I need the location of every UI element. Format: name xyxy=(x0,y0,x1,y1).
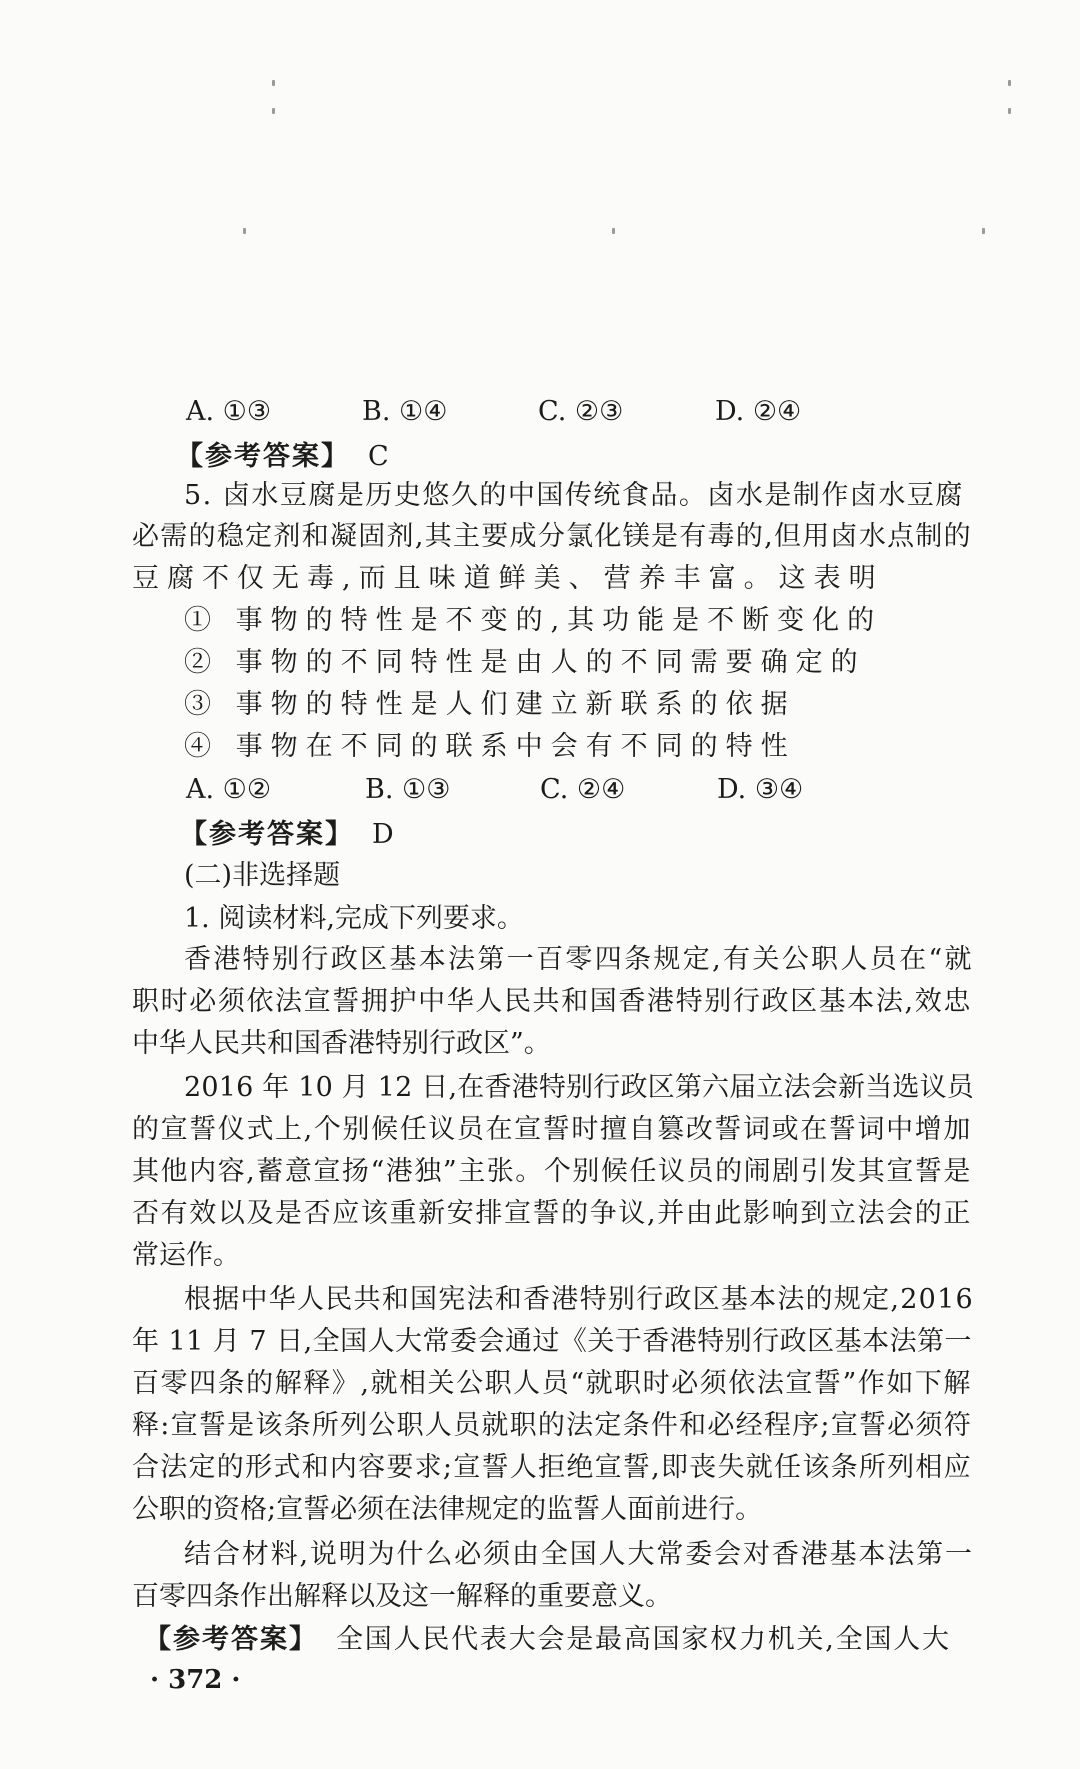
option-a: A. ①③ xyxy=(186,396,272,427)
answer-label: 【参考答案】 xyxy=(180,819,354,850)
question5-stem-line: 5. 卤水豆腐是历史悠久的中国传统食品。卤水是制作卤水豆腐 xyxy=(184,480,964,511)
para2-line: 2016 年 10 月 12 日,在香港特别行政区第六届立法会新当选议员 xyxy=(184,1072,974,1103)
answer-label: 【参考答案】 xyxy=(176,441,350,472)
para1-line: 香港特别行政区基本法第一百零四条规定,有关公职人员在“就 xyxy=(184,944,974,975)
option-a: A. ①② xyxy=(186,774,272,805)
statement-3: ③ 事物的特性是人们建立新联系的依据 xyxy=(184,689,796,720)
option-b: B. ①③ xyxy=(365,774,451,805)
answer-label: 【参考答案】 xyxy=(144,1624,318,1655)
option-b: B. ①④ xyxy=(362,396,448,427)
para4-line: 百零四条作出解释以及这一解释的重要意义。 xyxy=(132,1581,672,1612)
para3-line: 合法定的形式和内容要求;宣誓人拒绝宣誓,即丧失就任该条所列相应 xyxy=(132,1452,972,1483)
para4-line: 结合材料,说明为什么必须由全国人大常委会对香港基本法第一 xyxy=(184,1539,974,1570)
answer-value: D xyxy=(372,819,394,850)
para1-line: 中华人民共和国香港特别行政区”。 xyxy=(132,1028,551,1059)
section2-answer xyxy=(144,1620,951,1660)
scan-mark xyxy=(272,80,275,86)
answer-value: C xyxy=(368,441,389,472)
question1-intro: 1. 阅读材料,完成下列要求。 xyxy=(184,903,524,934)
para3-line: 释:宣誓是该条所列公职人员就职的法定条件和必经程序;宣誓必须符 xyxy=(132,1410,972,1441)
statement-4: ④ 事物在不同的联系中会有不同的特性 xyxy=(184,731,796,762)
question5-answer xyxy=(180,815,1080,855)
para2-line: 其他内容,蓄意宣扬“港独”主张。个别候任议员的闹剧引发其宣誓是 xyxy=(132,1156,972,1187)
option-c: C. ②④ xyxy=(540,774,626,805)
question5-stem-line: 豆腐不仅无毒,而且味道鲜美、营养丰富。这表明 xyxy=(132,563,884,594)
para2-line: 否有效以及是否应该重新安排宣誓的争议,并由此影响到立法会的正 xyxy=(132,1198,972,1229)
option-d: D. ③④ xyxy=(717,774,804,805)
scan-mark xyxy=(272,108,275,114)
para2-line: 常运作。 xyxy=(132,1240,240,1271)
statement-2: ② 事物的不同特性是由人的不同需要确定的 xyxy=(184,647,866,678)
answer-text: 全国人民代表大会是最高国家权力机关,全国人大 xyxy=(336,1624,951,1655)
scan-mark xyxy=(243,228,246,234)
scan-mark xyxy=(1008,80,1011,86)
question4-options xyxy=(0,392,1080,432)
question5-stem-line: 必需的稳定剂和凝固剂,其主要成分氯化镁是有毒的,但用卤水点制的 xyxy=(132,521,972,552)
scan-mark xyxy=(612,228,615,234)
para1-line: 职时必须依法宣誓拥护中华人民共和国香港特别行政区基本法,效忠 xyxy=(132,986,972,1017)
page-number: · 372 · xyxy=(150,1665,241,1695)
statement-1: ① 事物的特性是不变的,其功能是不断变化的 xyxy=(184,605,883,636)
section-heading: (二)非选择题 xyxy=(184,860,341,891)
para3-line: 公职的资格;宣誓必须在法律规定的监誓人面前进行。 xyxy=(132,1494,763,1525)
para3-line: 百零四条的解释》,就相关公职人员“就职时必须依法宣誓”作如下解 xyxy=(132,1368,972,1399)
option-c: C. ②③ xyxy=(538,396,624,427)
para3-line: 年 11 月 7 日,全国人大常委会通过《关于香港特别行政区基本法第一 xyxy=(132,1326,972,1357)
question4-answer xyxy=(176,437,1080,477)
scan-mark xyxy=(1008,108,1011,114)
option-d: D. ②④ xyxy=(715,396,802,427)
question5-options xyxy=(0,770,1080,810)
para2-line: 的宣誓仪式上,个别候任议员在宣誓时擅自篡改誓词或在誓词中增加 xyxy=(132,1114,972,1145)
para3-line: 根据中华人民共和国宪法和香港特别行政区基本法的规定,2016 xyxy=(184,1284,974,1315)
scan-mark xyxy=(982,228,985,234)
